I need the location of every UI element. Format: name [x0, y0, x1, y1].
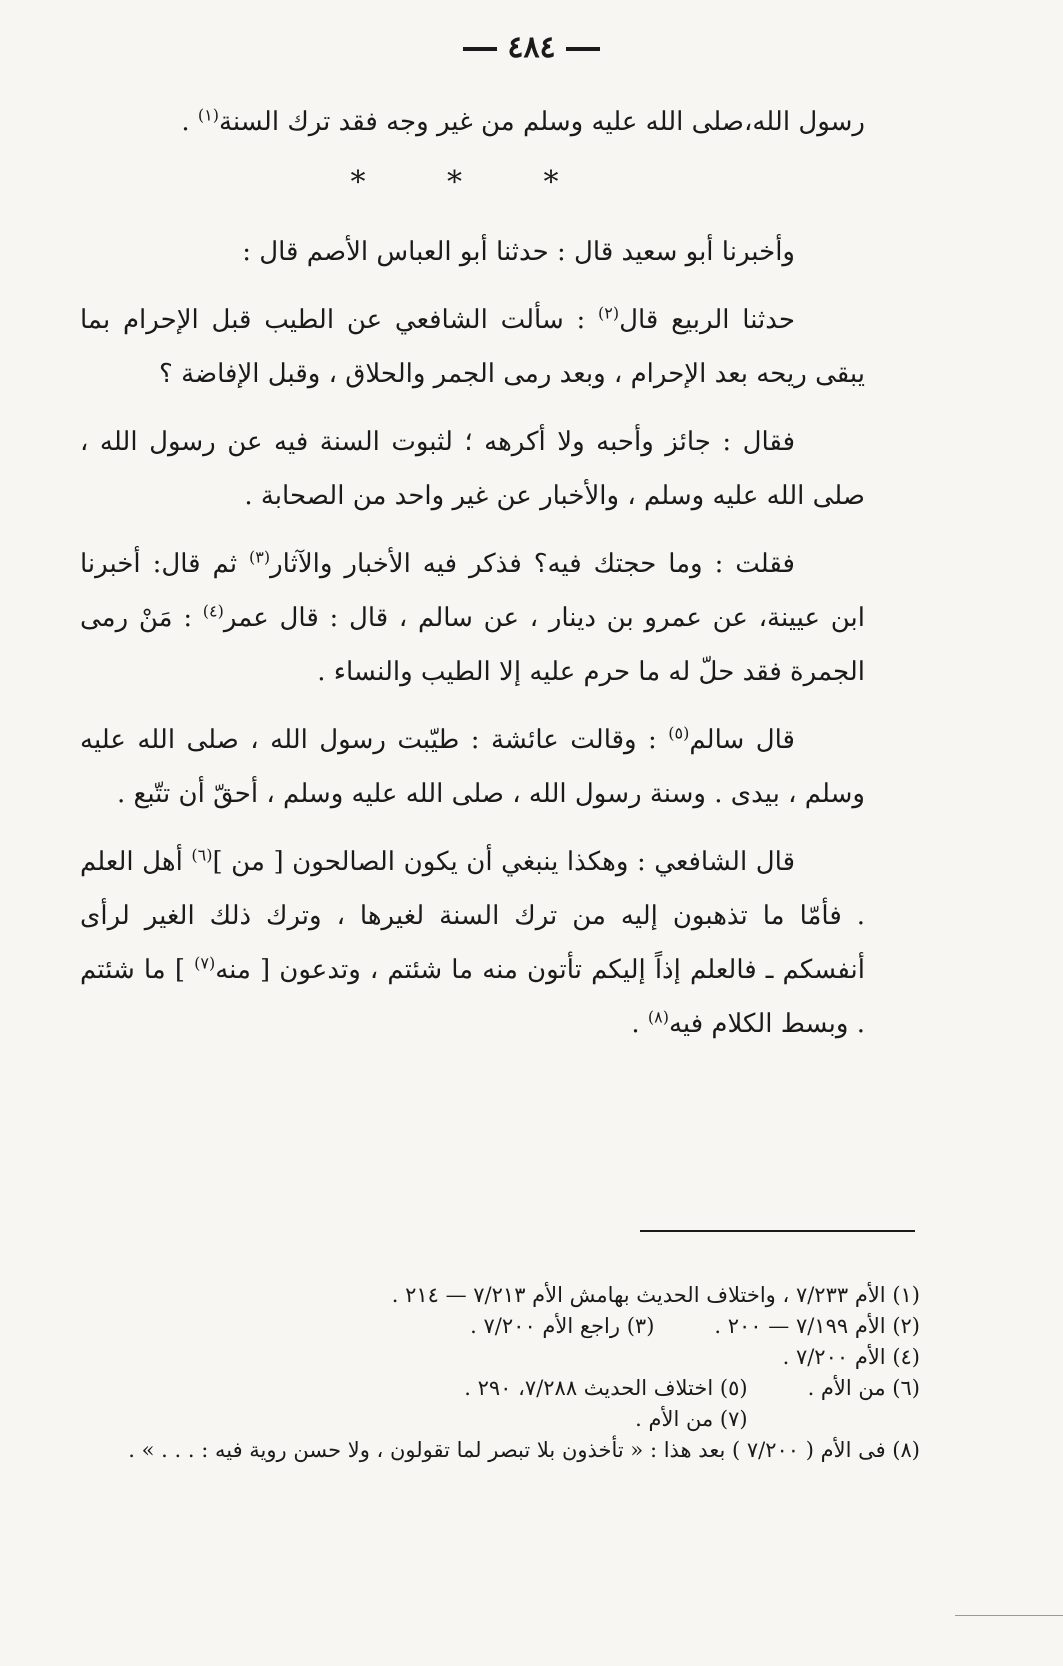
page-header: [0, 30, 1063, 65]
footnote-5: (٥) اختلاف الحديث ٧/٢٨٨، ٢٩٠ .: [464, 1376, 748, 1400]
section-separator: * * *: [350, 165, 595, 200]
footnote-row: [110, 1311, 920, 1342]
footnote-divider: [640, 1230, 915, 1232]
footnote-3: (٣) راجع الأم ٧/٢٠٠ .: [470, 1314, 655, 1338]
footnote-2: (٢) الأم ٧/١٩٩ — ٢٠٠ .: [714, 1314, 920, 1338]
paragraph-5: قال سالم$^{(٥)}$ : وقالت عائشة : طيّبت رسول الله ، صلى الله عليه وسلم ، بيدى . وسنة رسول الله ، صلى الله عليه وسلم ، أحقّ أن تتّبع .: [80, 723, 865, 809]
header-dash-right: [566, 47, 600, 51]
footnote-ref: (٨): [647, 1007, 669, 1027]
paragraph-4: فقلت : وما حجتك فيه؟ فذكر فيه الأخبار والآثار$^{(٣)}$ ثم قال: أخبرنا ابن عيينة، عن عمرو بن دينار ، عن سالم ، قال : قال عمر$^{(٤)}$ : مَنْ رمى الجمرة فقد حلّ له ما حرم عليه إلا الطيب والنساء .: [80, 547, 865, 687]
main-text: [80, 95, 865, 1065]
paragraph-6: قال الشافعي : وهكذا ينبغي أن يكون الصالحون [ من ]$^{(٦)}$ أهل العلم . فأمّا ما تذهبون إليه من ترك السنة لغيرها ، وترك ذلك الغير لرأى أنفسكم ـ فالعلم إذاً إليكم تأتون منه ما شئتم ، وتدعون [ منه$^{(٧)}$ ] ما شئتم . وبسط الكلام فيه$^{(٨)}$ .: [80, 845, 865, 1039]
footnote-row: [110, 1404, 920, 1435]
footnote-row: [110, 1373, 920, 1404]
footnotes: [110, 1280, 920, 1466]
footnote-ref: (٣): [249, 547, 271, 567]
footnote-1: (١) الأم ٧/٢٣٣ ، واختلاف الحديث بهامش الأم ٧/٢١٣ — ٢١٤ .: [391, 1283, 920, 1307]
paragraph-2: حدثنا الربيع قال$^{(٢)}$ : سألت الشافعي عن الطيب قبل الإحرام بما يبقى ريحه بعد الإحرام ، وبعد رمى الجمر والحلاق ، وقبل الإفاضة ؟: [80, 303, 865, 389]
intro-line: رسول الله،صلى الله عليه وسلم من غير وجه فقد ترك السنة$^{(١)}$ .: [181, 105, 865, 137]
header-dash-left: [463, 47, 497, 51]
footnote-ref: (٢): [598, 303, 620, 323]
footnote-ref: (٥): [668, 723, 690, 743]
footnote-ref: (٤): [202, 601, 224, 621]
footnote-ref: (٧): [194, 953, 216, 973]
scan-edge-line: [955, 1615, 1063, 1616]
page-number: ٤٨٤: [507, 30, 556, 65]
footnote-7: (٧) من الأم .: [635, 1407, 748, 1431]
footnote-ref: (١): [197, 105, 219, 125]
footnote-4: (٤) الأم ٧/٢٠٠ .: [782, 1345, 920, 1369]
paragraph-1: وأخبرنا أبو سعيد قال : حدثنا أبو العباس الأصم قال :: [242, 237, 795, 267]
footnote-8: (٨) فى الأم ( ٧/٢٠٠ ) بعد هذا : « تأخذون بلا تبصر لما تقولون ، ولا حسن روية فيه : . . . » .: [128, 1438, 920, 1462]
paragraph-3: فقال : جائز وأحبه ولا أكرهه ؛ لثبوت السنة فيه عن رسول الله ، صلى الله عليه وسلم ، والأخبار عن غير واحد من الصحابة .: [80, 427, 865, 511]
footnote-ref: (٦): [191, 845, 213, 865]
footnote-6: (٦) من الأم .: [807, 1376, 920, 1400]
